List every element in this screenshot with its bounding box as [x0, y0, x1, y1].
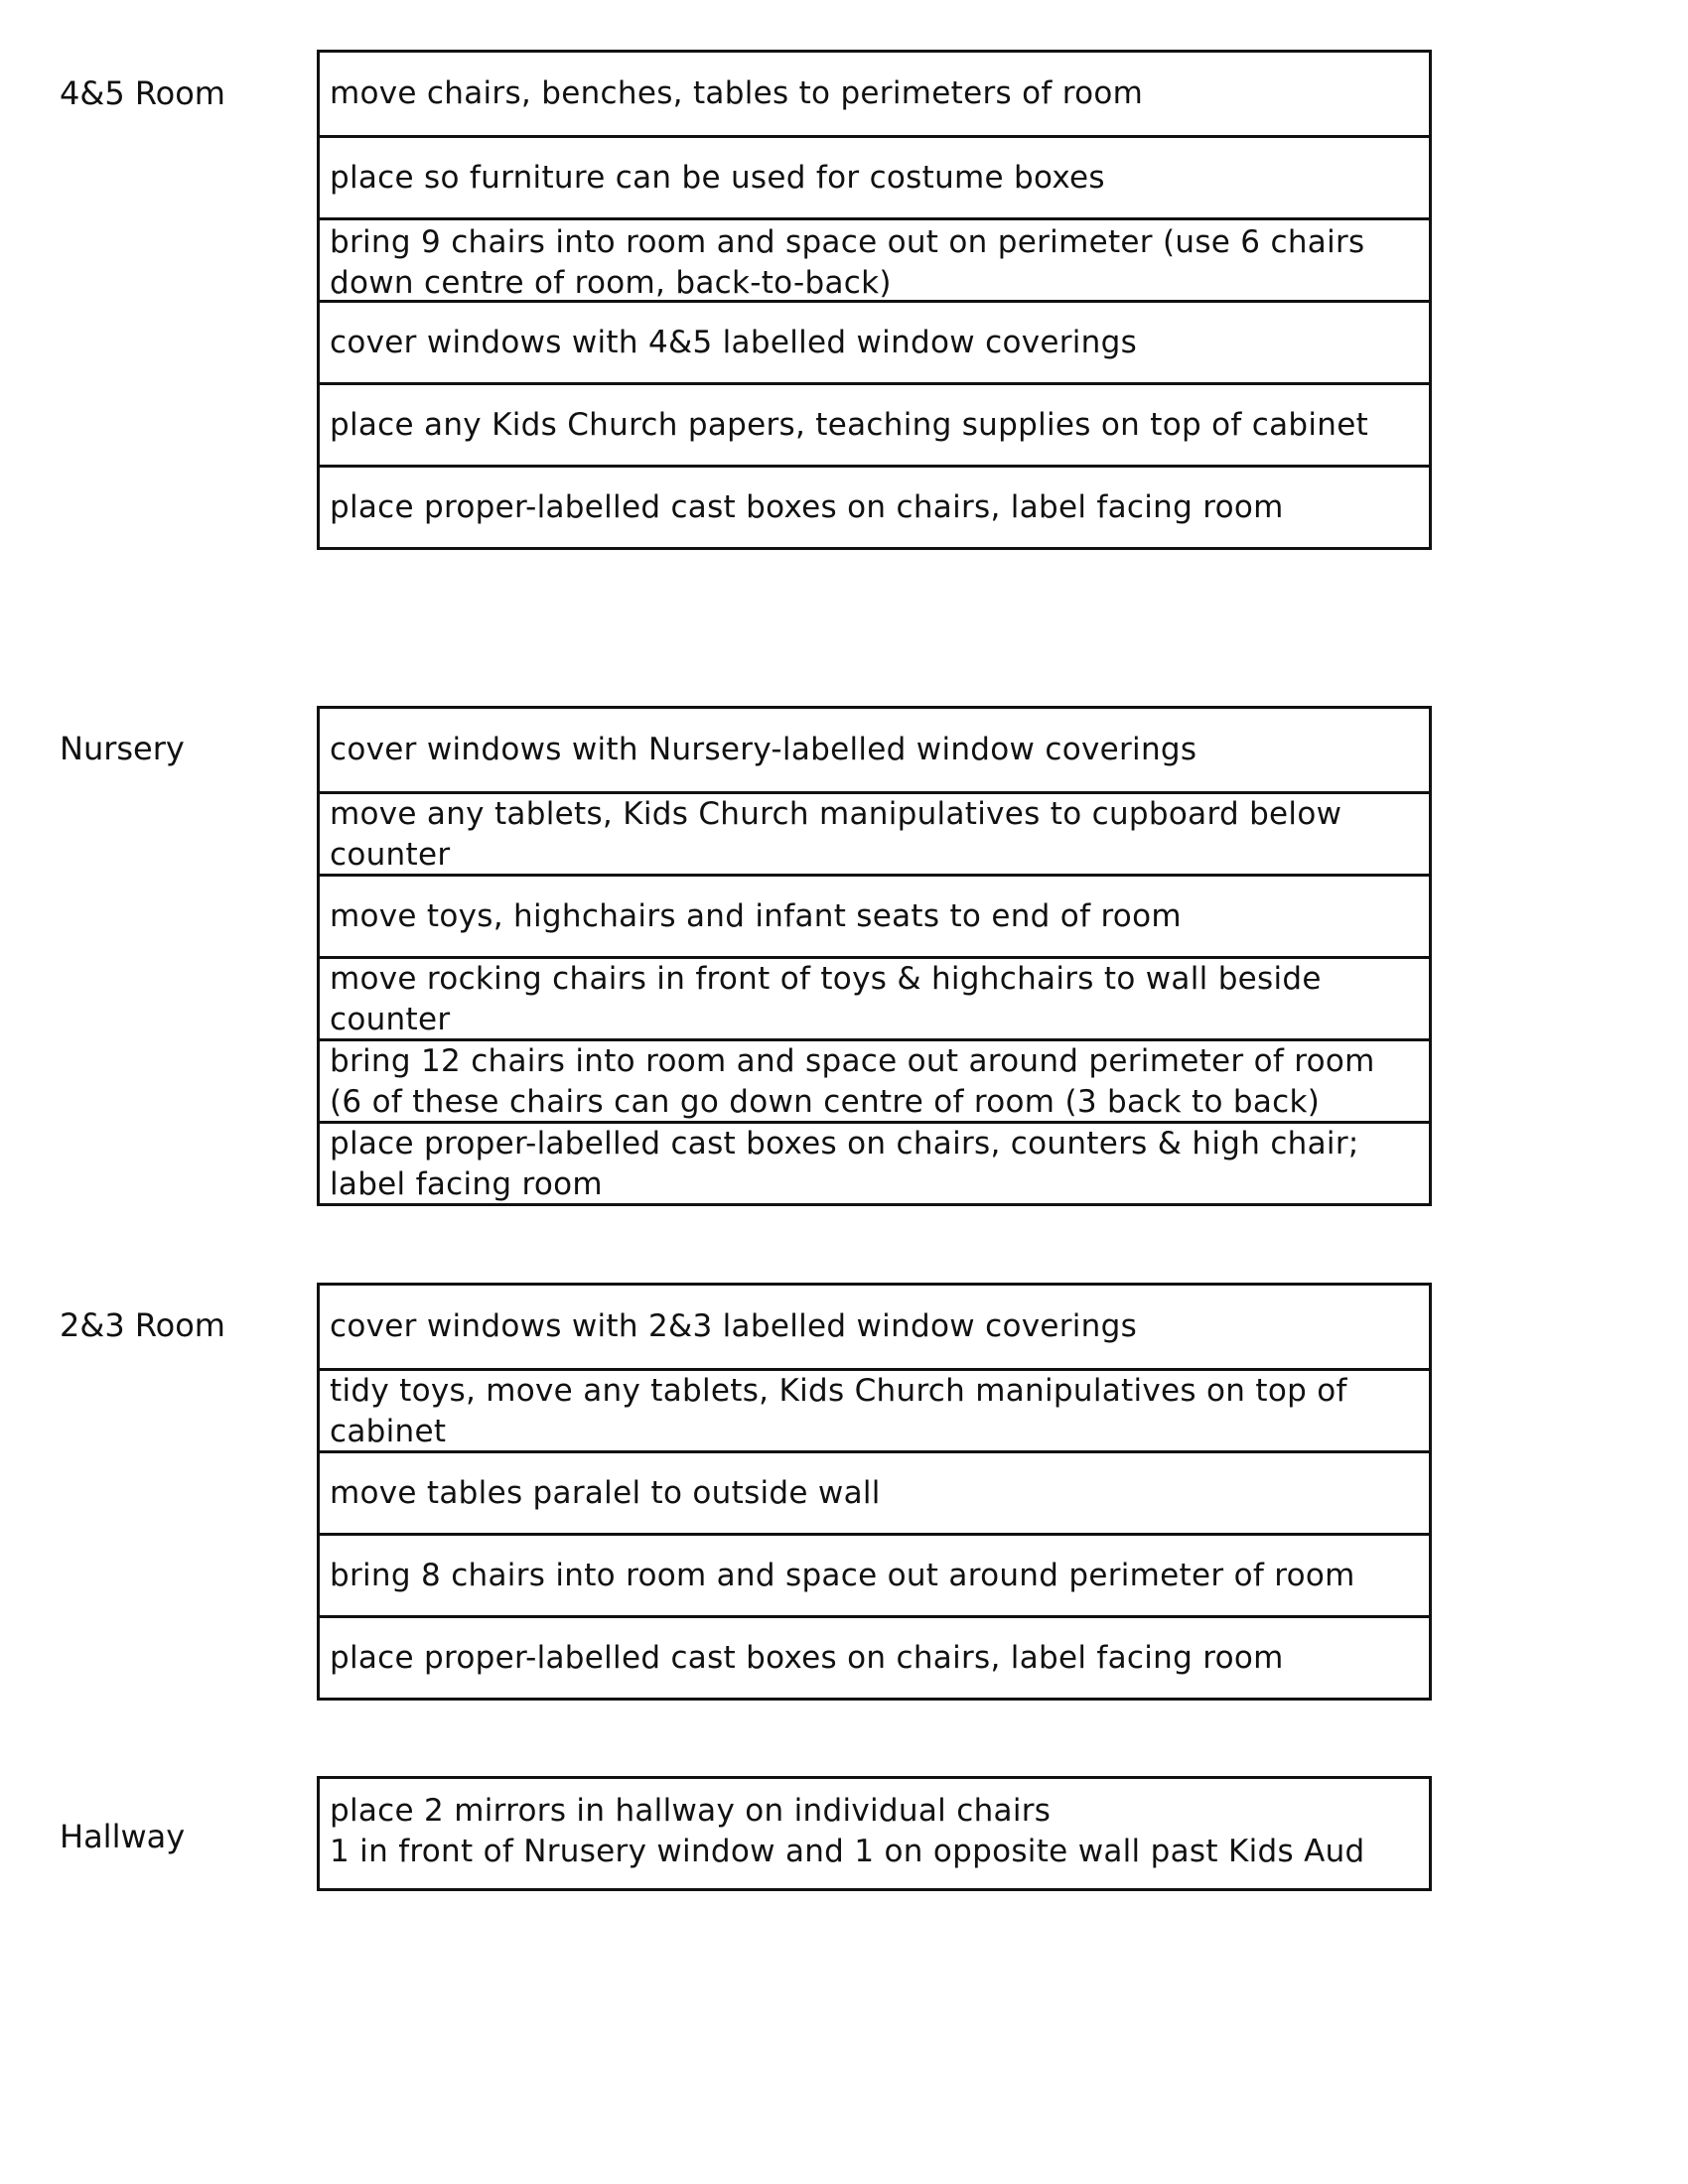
task-table — [317, 1776, 1432, 1891]
task-row — [320, 1450, 1429, 1533]
task-text: move rocking chairs in front of toys & highchairs to wall beside counter — [330, 961, 1322, 1037]
task-row — [320, 135, 1429, 217]
room-label: 4&5 Room — [60, 74, 225, 112]
task-text: place proper-labelled cast boxes on chairs, label facing room — [330, 1639, 1284, 1676]
task-row — [320, 1779, 1429, 1888]
task-row — [320, 1038, 1429, 1121]
task-text: tidy toys, move any tablets, Kids Church manipulatives on top of cabinet — [330, 1373, 1347, 1449]
task-row — [320, 1368, 1429, 1450]
task-table — [317, 1283, 1432, 1701]
task-text: bring 12 chairs into room and space out around perimeter of room (6 of these chairs can go down centre of room (3 back to back) — [330, 1043, 1375, 1120]
task-row — [320, 1121, 1429, 1203]
task-row — [320, 709, 1429, 791]
task-row — [320, 1286, 1429, 1368]
task-text: cover windows with 2&3 labelled window coverings — [330, 1308, 1138, 1344]
task-row — [320, 382, 1429, 465]
task-text: place proper-labelled cast boxes on chairs, label facing room — [330, 488, 1284, 525]
task-row — [320, 874, 1429, 956]
task-text: cover windows with 4&5 labelled window coverings — [330, 324, 1138, 360]
task-row — [320, 53, 1429, 135]
task-row — [320, 1533, 1429, 1615]
task-text: place 2 mirrors in hallway on individual chairs 1 in front of Nrusery window and 1 on opposite wall past Kids Aud — [330, 1793, 1365, 1869]
task-row — [320, 300, 1429, 382]
task-text: bring 8 chairs into room and space out around perimeter of room — [330, 1557, 1355, 1593]
task-text: place any Kids Church papers, teaching supplies on top of cabinet — [330, 406, 1369, 443]
task-row — [320, 1615, 1429, 1698]
task-text: move toys, highchairs and infant seats to end of room — [330, 897, 1182, 934]
task-text: move any tablets, Kids Church manipulatives to cupboard below counter — [330, 796, 1342, 873]
task-row — [320, 956, 1429, 1038]
task-text: place proper-labelled cast boxes on chairs, counters & high chair; label facing room — [330, 1126, 1359, 1202]
task-table — [317, 706, 1432, 1206]
task-text: bring 9 chairs into room and space out on perimeter (use 6 chairs down centre of room, back-to-back) — [330, 224, 1365, 300]
room-label: Nursery — [60, 730, 185, 767]
task-row — [320, 217, 1429, 300]
task-row — [320, 465, 1429, 547]
task-table — [317, 50, 1432, 550]
task-row — [320, 791, 1429, 874]
task-text: move tables paralel to outside wall — [330, 1474, 881, 1511]
task-text: cover windows with Nursery-labelled window coverings — [330, 732, 1197, 767]
room-label: 2&3 Room — [60, 1306, 225, 1344]
task-text: move chairs, benches, tables to perimeters of room — [330, 75, 1144, 111]
task-text: place so furniture can be used for costume boxes — [330, 159, 1105, 196]
room-label: Hallway — [60, 1818, 186, 1855]
